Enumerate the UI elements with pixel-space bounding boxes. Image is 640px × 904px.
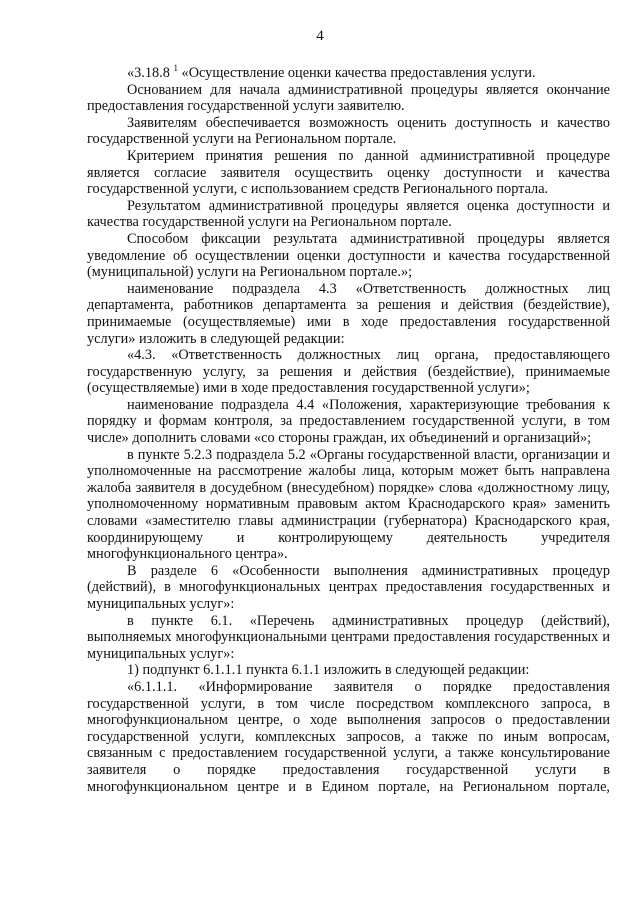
paragraph-6: Способом фиксации результата административной процедуры является уведомление об осуществлении оценки доступности и качества государственной (муниципальной) услуги на Региональном портале.»; [87,230,610,281]
paragraph-9: наименование подраздела 4.4 «Положения, характеризующие требования к порядку и формам контроля, за предоставлением государственной услуги, в том числе» дополнить словами «со стороны граждан, их объединений и организаций»; [87,396,610,447]
paragraph-2: Основанием для начала административной процедуры является окончание предоставления государственной услуги заявителю. [87,81,610,115]
paragraph-12: в пункте 6.1. «Перечень административных процедур (действий), выполняемых многофункциональными центрами предоставления государственных и муниципальных услуг»: [87,612,610,662]
paragraph-11: В разделе 6 «Особенности выполнения административных процедур (действий), в многофункциональных центрах предоставления государственных и муниципальных услуг»: [87,562,610,612]
paragraph-4: Критерием принятия решения по данной административной процедуре является согласие заявителя осуществить оценку доступности и качества государственной услуги, с использованием средств Регионального портала. [87,147,610,198]
paragraph-14: «6.1.1.1. «Информирование заявителя о порядке предоставления государственной услуги, в том числе посредством комплексного запроса, в многофункциональном центре, о ходе выполнения запросов о предоставлении государственной услуги, комплексных запросов, а также по иным вопросам, связанным с предоставлением государственной услуги, а также консультирование заявителя о порядке предоставления государственной услуги в многофункциональном центре и в Едином портале, на Региональном портале, [87,678,610,795]
page-number: 4 [316,28,324,44]
paragraph-7: наименование подраздела 4.3 «Ответственность должностных лиц департамента, работников департамента за решения и действия (бездействие), принимаемые (осуществляемые) ими в ходе предоставления государственной услуги» изложить в следующей редакции: [87,280,610,347]
paragraph-10: в пункте 5.2.3 подраздела 5.2 «Органы государственной власти, организации и уполномоченные на рассмотрение жалобы лица, которым может быть направлена жалоба заявителя в досудебном (внесудебном) порядке» слова «должностному лицу, уполномоченному нормативным правовым актом Краснодарского края» заменить словами «заместителю главы администрации (губернатора) Краснодарского края, координирующему и контролирующему деятельность учредителя многофункционального центра». [87,446,610,563]
paragraph-1-text: «Осуществление оценки качества предоставления услуги. [177,65,536,81]
document-body [87,65,610,795]
paragraph-1-prefix: «3.18.8 [127,65,174,81]
paragraph-3: Заявителям обеспечивается возможность оценить доступность и качество государственной услуги на Региональном портале. [87,114,610,148]
paragraph-1 [87,65,610,82]
paragraph-13: 1) подпункт 6.1.1.1 пункта 6.1.1 изложить в следующей редакции: [127,662,530,679]
superscript-marker: 1 [173,63,178,73]
paragraph-5: Результатом административной процедуры является оценка доступности и качества государственной услуги на Региональном портале. [87,197,610,231]
paragraph-8: «4.3. «Ответственность должностных лиц органа, предоставляющего государственную услугу, за решения и действия (бездействие), принимаемые (осуществляемые) ими в ходе предоставления государственной услуги»; [87,347,610,397]
